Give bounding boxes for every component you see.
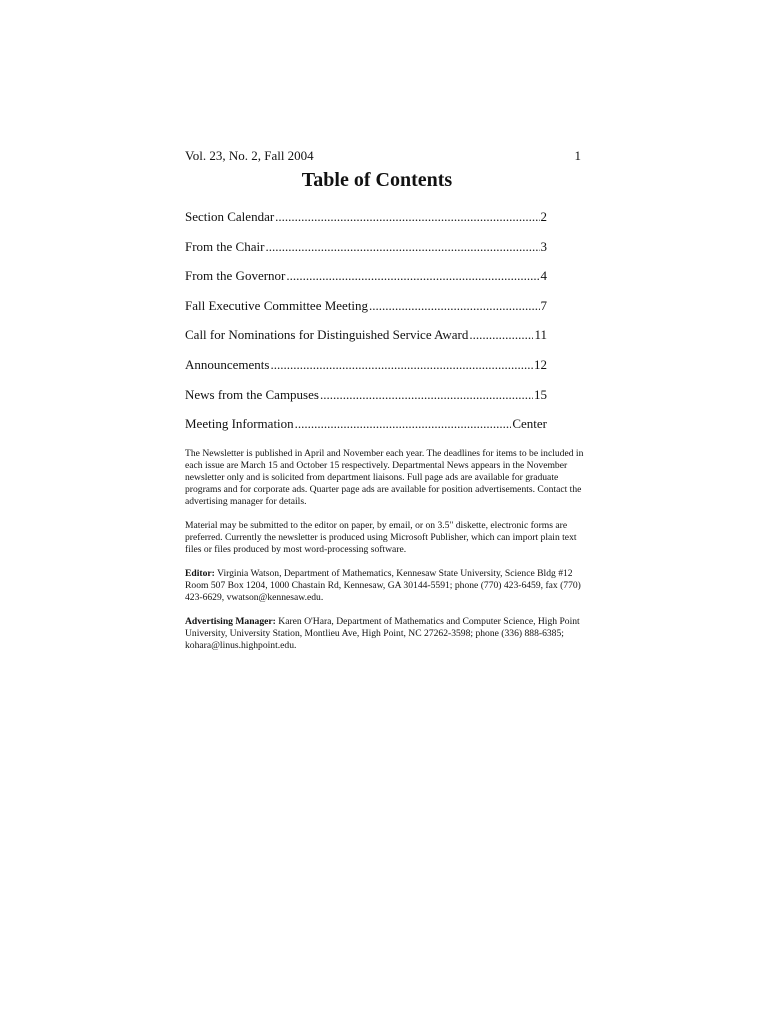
toc-dot-leader <box>286 268 539 284</box>
editor-paragraph <box>185 568 585 604</box>
toc-dot-leader <box>265 239 539 255</box>
toc-item-page: 3 <box>540 238 547 254</box>
toc-item-label: Announcements <box>185 356 270 372</box>
toc-item-label: Meeting Information <box>185 416 294 432</box>
toc-item-label: Section Calendar <box>185 209 275 224</box>
toc-item-page: 2 <box>540 209 547 224</box>
toc-item-news-from-the-campuses <box>185 387 547 417</box>
advertising-manager-details: Karen O'Hara, Department of Mathematics and Computer Science, High Point University, University Station, Montlieu Ave, High Point, NC 27262-3598; phone (336) 888-6385; kohara@linus.highpoint.edu. <box>185 615 580 651</box>
editor-label: Editor: <box>185 567 215 579</box>
toc-item-label: Call for Nominations for Distinguished Service Award <box>185 327 469 343</box>
page-number: 1 <box>574 148 581 163</box>
publication-paragraph: The Newsletter is published in April and November each year. The deadlines for items to be included in each issue are March 15 and October 15 respectively. Departmental News appears in the November newsletter only and is solicited from department liaisons. Full page ads are available for graduate programs and for corporate ads. Quarter page ads are available for position advertisements. Contact the advertising manager for details. <box>185 447 584 507</box>
toc-item-page: 4 <box>540 268 547 284</box>
toc-item-page: 7 <box>540 297 547 313</box>
submission-paragraph: Material may be submitted to the editor on paper, by email, or on 3.5" diskette, electronic forms are preferred. Currently the newsletter is produced using Microsoft Publisher, which can import plain text files or files produced by most word-processing software. <box>185 519 577 555</box>
page-title: Table of Contents <box>301 169 453 191</box>
toc-dot-leader <box>295 416 512 432</box>
toc-item-section-calendar <box>185 209 547 239</box>
toc-item-label: From the Chair <box>185 238 265 254</box>
toc-dot-leader <box>369 298 539 314</box>
toc-item-from-the-chair <box>185 239 547 269</box>
toc-item-page: 12 <box>534 356 547 372</box>
toc-item-label: From the Governor <box>185 268 286 284</box>
toc-item-from-the-governor <box>185 268 547 298</box>
toc-dot-leader <box>320 387 533 403</box>
toc-dot-leader <box>275 209 539 225</box>
toc-item-announcements <box>185 357 547 387</box>
toc-item-page: 11 <box>534 327 547 343</box>
toc-item-call-for-nominations <box>185 327 547 357</box>
table-of-contents <box>185 209 547 446</box>
toc-item-label: Fall Executive Committee Meeting <box>185 297 369 313</box>
toc-item-meeting-information <box>185 416 547 446</box>
toc-item-fall-executive-committee-meeting <box>185 298 547 328</box>
toc-item-label: News from the Campuses <box>185 386 319 402</box>
toc-item-page: Center <box>512 416 547 432</box>
issue-info: Vol. 23, No. 2, Fall 2004 <box>185 148 314 163</box>
toc-dot-leader <box>469 327 533 343</box>
advertising-paragraph <box>185 616 585 652</box>
newsletter-page <box>185 148 584 664</box>
advertising-manager-label: Advertising Manager: <box>185 615 276 627</box>
toc-dot-leader <box>270 357 533 373</box>
editor-details: Virginia Watson, Department of Mathematics, Kennesaw State University, Science Bldg #12 Room 507 Box 1204, 1000 Chastain Rd, Kennesaw, GA 30144-5591; phone (770) 423-6459, fax (770) 423-6629, vwatson@kennesaw.edu. <box>185 567 581 603</box>
toc-item-page: 15 <box>534 386 547 402</box>
page-header <box>185 148 581 164</box>
